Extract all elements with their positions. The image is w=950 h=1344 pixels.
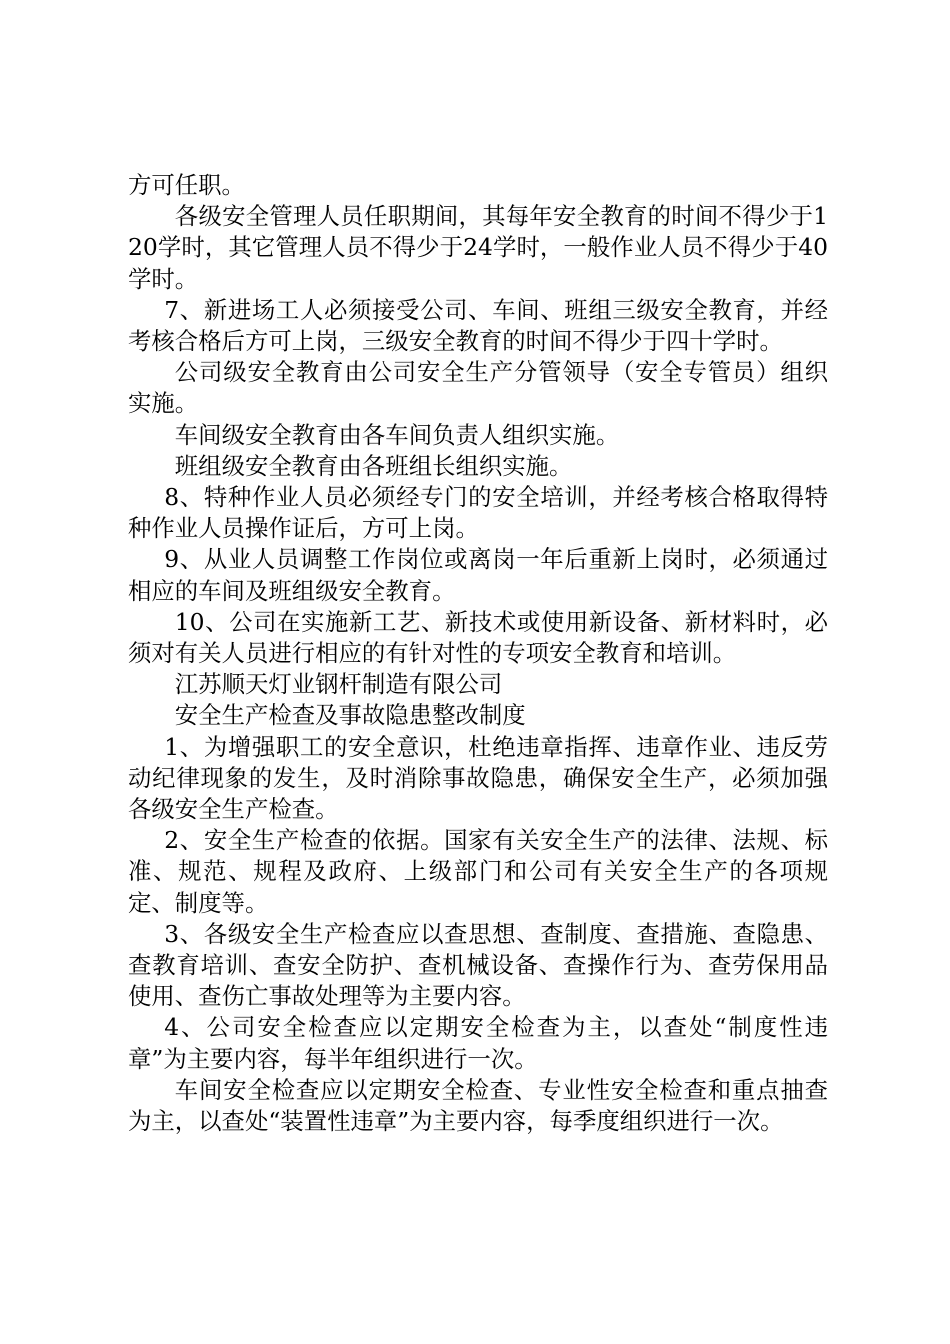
paragraph: 2、安全生产检查的依据。国家有关安全生产的法律、法规、标准、规范、规程及政府、上级部门和公司有关安全生产的各项规定、制度等。 (128, 826, 828, 917)
paragraph: 7、新进场工人必须接受公司、车间、班组三级安全教育，并经考核合格后方可上岗，三级安全教育的时间不得少于四十学时。 (128, 295, 828, 356)
paragraph: 1、为增强职工的安全意识，杜绝违章指挥、违章作业、违反劳动纪律现象的发生，及时消除事故隐患，确保安全生产，必须加强各级安全生产检查。 (128, 732, 828, 824)
company-name: 江苏顺天灯业钢杆制造有限公司 (174, 670, 503, 699)
paragraph: 各级安全管理人员任职期间，其每年安全教育的时间不得少于120学时，其它管理人员不得少于24学时，一般作业人员不得少于40学时。 (128, 202, 828, 293)
paragraph: 8、特种作业人员必须经专门的安全培训，并经考核合格取得特种作业人员操作证后，方可上岗。 (128, 483, 828, 543)
paragraph: 公司级安全教育由公司安全生产分管领导（安全专管员）组织实施。 (128, 358, 828, 418)
paragraph: 3、各级安全生产检查应以查思想、查制度、查措施、查隐患、查教育培训、查安全防护、查机械设备、查操作行为、查劳保用品使用、查伤亡事故处理等为主要内容。 (128, 919, 828, 1011)
paragraph: 10、公司在实施新工艺、新技术或使用新设备、新材料时，必须对有关人员进行相应的有针对性的专项安全教育和培训。 (128, 607, 828, 668)
document-body (128, 170, 828, 1137)
section-title: 安全生产检查及事故隐患整改制度 (174, 701, 526, 730)
paragraph: 车间安全检查应以定期安全检查、专业性安全检查和重点抽查为主，以查处“装置性违章”为主要内容，每季度组织进行一次。 (128, 1075, 828, 1136)
paragraph: 4、公司安全检查应以定期安全检查为主，以查处“制度性违章”为主要内容，每半年组织进行一次。 (128, 1013, 828, 1073)
paragraph: 9、从业人员调整工作岗位或离岗一年后重新上岗时，必须通过相应的车间及班组级安全教育。 (128, 545, 828, 605)
paragraph: 方可任职。 (128, 171, 245, 199)
paragraph: 班组级安全教育由各班组长组织实施。 (174, 451, 573, 480)
paragraph: 车间级安全教育由各车间负责人组织实施。 (174, 420, 620, 449)
